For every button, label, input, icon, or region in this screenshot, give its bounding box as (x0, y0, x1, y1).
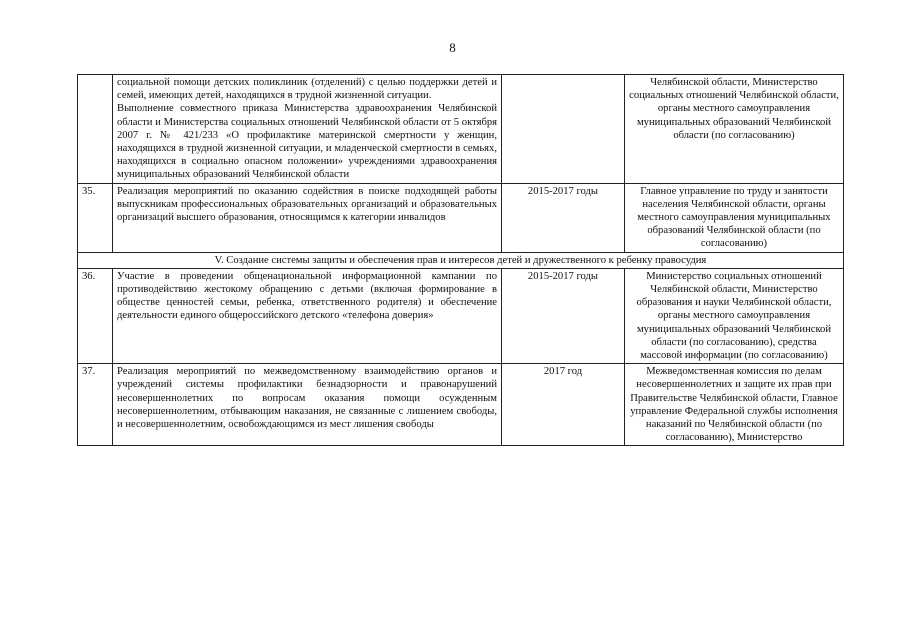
row-number (78, 75, 113, 184)
activity-paragraph: Выполнение совместного приказа Министерства здравоохранения Челябинской области и Министерства социальных отношений Челябинской области от 5 октября 2007 г. № 421/233 «О профилактике материнской смертности у женщин, находящихся в трудной жизненной ситуации, и младенческой смертности в семьях, находящихся в социально опасном положении» учреждениями здравоохранения муниципальных образований Челябинской области (117, 103, 497, 181)
row-number: 37. (78, 364, 113, 446)
row-number: 36. (78, 268, 113, 363)
table-row (78, 268, 844, 363)
section-row (78, 252, 844, 268)
activity-paragraph: Участие в проведении общенациональной информационной кампании по противодействию жестокому обращению с детьми (включая формирование в обществе ценностей семьи, ребенка, ответственного родителя) и обеспечение деятельности единого общероссийского детского «телефона доверия» (117, 270, 497, 322)
table-row (78, 183, 844, 252)
activities-table (77, 74, 844, 446)
activity-term (502, 75, 625, 184)
activity-responsible: Главное управление по труду и занятости населения Челябинской области, органы местного самоуправления муниципальных образований Челябинской области (по согласованию) (625, 183, 844, 252)
activity-description (113, 268, 502, 363)
activity-responsible: Министерство социальных отношений Челябинской области, Министерство образования и науки Челябинской области, органы местного самоуправления муниципальных образований Челябинской области (по согласованию), средства массовой информации (по согласованию) (625, 268, 844, 363)
activity-term: 2015-2017 годы (502, 183, 625, 252)
activity-term: 2017 год (502, 364, 625, 446)
activity-paragraph: социальной помощи детских поликлиник (отделений) с целью поддержки детей и семей, имеющих детей, находящихся в трудной жизненной ситуации. (117, 77, 497, 102)
section-heading: V. Создание системы защиты и обеспечения прав и интересов детей и дружественного к ребенку правосудия (78, 252, 844, 268)
row-number: 35. (78, 183, 113, 252)
activity-description (113, 364, 502, 446)
activity-paragraph: Реализация мероприятий по оказанию содействия в поиске подходящей работы выпускникам профессиональных образовательных организаций и образовательных организаций высшего образования, относящимся к категории инвалидов (117, 185, 497, 224)
activity-description (113, 75, 502, 184)
activity-responsible: Межведомственная комиссия по делам несовершеннолетних и защите их прав при Правительстве Челябинской области, Главное управление Федеральной службы исполнения наказаний по Челябинской области (по согласованию), Министерство (625, 364, 844, 446)
page-number: 8 (449, 40, 456, 55)
activity-paragraph: Реализация мероприятий по межведомственному взаимодействию органов и учреждений системы профилактики безнадзорности и правонарушений несовершеннолетних по вопросам оказания помощи осужденным несовершеннолетним, отбывающим наказания, не связанные с лишением свободы, и несовершеннолетним, освобождающимся из мест лишения свободы (117, 366, 497, 431)
activity-description (113, 183, 502, 252)
table-row (78, 364, 844, 446)
table-row (78, 75, 844, 184)
activity-term: 2015-2017 годы (502, 268, 625, 363)
activity-responsible: Челябинской области, Министерство социальных отношений Челябинской области, органы местного самоуправления муниципальных образований Челябинской области (по согласованию) (625, 75, 844, 184)
